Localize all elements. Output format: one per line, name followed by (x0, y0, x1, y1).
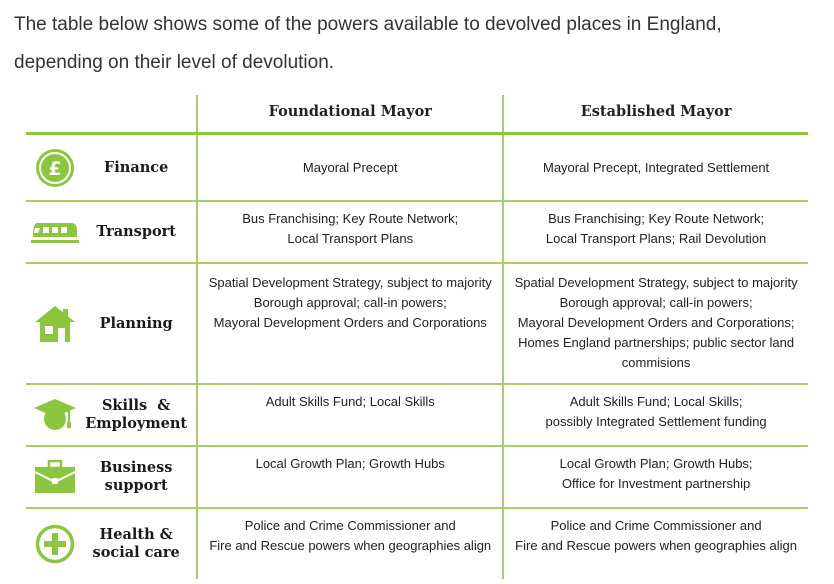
table-header (26, 95, 808, 135)
business-foundational-line: Local Growth Plan; Growth Hubs (255, 456, 445, 471)
transport-established-line: Bus Franchising; Key Route Network; (548, 211, 765, 226)
plus-circle-icon (35, 524, 75, 564)
planning-established-line: Homes England partnerships; public sector land (518, 335, 795, 350)
table-row-business (26, 447, 808, 509)
row-label-health: Health & social care (92, 526, 180, 561)
transport-foundational-line: Bus Franchising; Key Route Network; (242, 211, 459, 226)
pound-coin-icon (35, 148, 75, 188)
house-icon (33, 304, 77, 344)
transport-established-line: Local Transport Plans; Rail Devolution (545, 231, 767, 246)
briefcase-icon (34, 460, 76, 494)
skills-foundational-line: Adult Skills Fund; Local Skills (265, 394, 435, 409)
row-label-business: Business support (99, 459, 173, 494)
planning-foundational-line: Mayoral Development Orders and Corporations (213, 315, 487, 330)
row-label-finance: Finance (103, 158, 169, 176)
planning-established-line: Mayoral Development Orders and Corporations; (517, 315, 795, 330)
skills-established-line: possibly Integrated Settlement funding (545, 414, 767, 429)
transport-foundational-line: Local Transport Plans (287, 231, 414, 246)
health-established-line: Fire and Rescue powers when geographies align (515, 538, 798, 553)
business-established-line: Local Growth Plan; Growth Hubs; (559, 456, 753, 471)
health-established-line: Police and Crime Commissioner and (550, 518, 762, 533)
table-row-planning (26, 264, 808, 385)
row-label-planning: Planning (99, 314, 173, 332)
planning-established-line: commisions (621, 355, 691, 370)
planning-established-line: Borough approval; call-in powers; (559, 295, 753, 310)
finance-foundational-line: Mayoral Precept (302, 159, 398, 175)
health-foundational-line: Fire and Rescue powers when geographies align (209, 538, 492, 553)
row-label-transport: Transport (96, 223, 176, 240)
planning-established-line: Spatial Development Strategy, subject to majority (514, 275, 798, 290)
graduation-cap-icon (33, 397, 77, 433)
finance-established-line: Mayoral Precept, Integrated Settlement (543, 159, 770, 175)
train-icon (31, 219, 79, 245)
svg-text:£: £ (48, 157, 62, 180)
planning-foundational-line: Spatial Development Strategy, subject to majority (208, 275, 492, 290)
powers-table (26, 95, 808, 579)
table-row-transport (26, 202, 808, 264)
row-label-skills: Skills & Employment (85, 397, 188, 432)
column-header-established: Established Mayor (502, 95, 808, 132)
health-foundational-line: Police and Crime Commissioner and (244, 518, 456, 533)
table-row-health (26, 509, 808, 579)
table-row-finance (26, 135, 808, 202)
table-row-skills (26, 385, 808, 447)
skills-established-line: Adult Skills Fund; Local Skills; (569, 394, 743, 409)
planning-foundational-line: Borough approval; call-in powers; (253, 295, 447, 310)
intro-text: The table below shows some of the powers available to devolved places in England, depending on their level of devolution. (14, 14, 722, 73)
business-established-line: Office for Investment partnership (561, 476, 751, 491)
column-header-foundational: Foundational Mayor (196, 95, 502, 132)
